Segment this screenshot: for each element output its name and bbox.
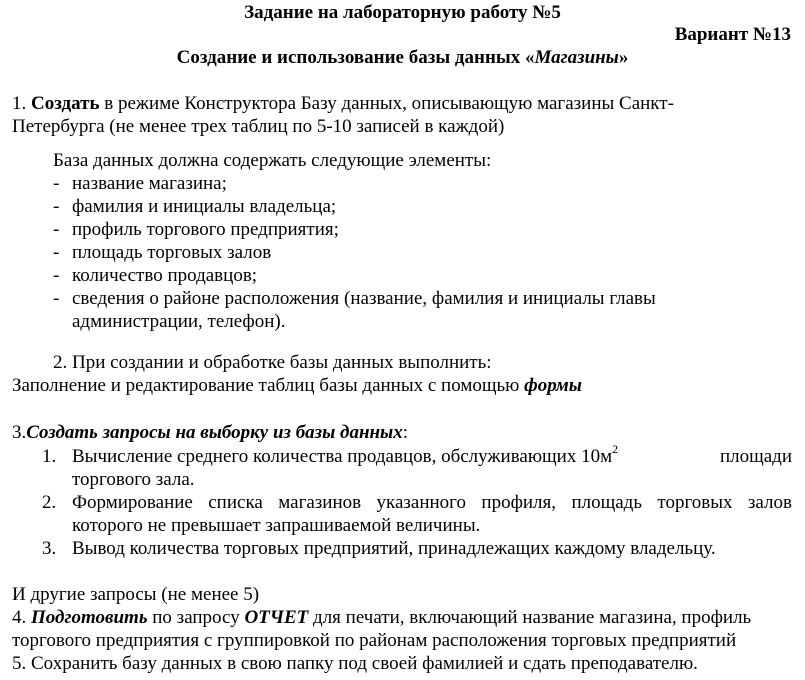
elements-intro: База данных должна содержать следующие элементы: — [53, 150, 492, 171]
task3-number: 3. — [12, 422, 27, 443]
document-subtitle — [0, 47, 805, 69]
element-text: количество продавцов; — [72, 265, 258, 286]
element-continuation: администрации, телефон). — [72, 311, 286, 332]
task4-verb: Подготовить — [31, 607, 148, 628]
subtitle-suffix: » — [618, 47, 629, 68]
query-text-main: Вычисление среднего количества продавцов, обслуживающих 10м — [72, 446, 613, 467]
task3-heading-text: Создать запросы на выборку из базы данных — [26, 422, 403, 443]
task1-line1 — [12, 93, 674, 115]
task3-heading — [12, 422, 408, 444]
query-line1 — [72, 441, 792, 468]
task4-mid: по запросу — [147, 607, 245, 628]
bullet-dash: - — [53, 265, 60, 286]
element-text: сведения о районе расположения (название, фамилия и инициалы главы — [72, 288, 656, 309]
task2-heading: 2. При создании и обработке базы данных выполнить: — [53, 352, 492, 373]
query-superscript: 2 — [612, 441, 619, 456]
task5-text: 5. Сохранить базу данных в свою папку под своей фамилией и сдать преподавателю. — [12, 653, 698, 674]
query-number: 1. — [42, 446, 57, 467]
query-text — [72, 441, 619, 468]
task1-verb: Создать — [31, 93, 100, 114]
subtitle-db-name: Магазины — [534, 47, 619, 68]
query-line2: которого не превышает запрашиваемой величины. — [72, 515, 481, 536]
bullet-dash: - — [53, 219, 60, 240]
document-title: Задание на лабораторную работу №5 — [244, 2, 561, 23]
element-text: профиль торгового предприятия; — [72, 219, 339, 240]
task4-line2: торгового предприятия с группировкой по районам расположения торговых предприятий — [12, 630, 737, 651]
bullet-dash: - — [53, 242, 60, 263]
task1-number: 1. — [12, 93, 31, 114]
task2-emph: формы — [524, 375, 582, 396]
task1-text-line1: в режиме Конструктора Базу данных, описывающую магазины Санкт- — [99, 93, 674, 114]
element-text: площадь торговых залов — [72, 242, 272, 263]
bullet-dash: - — [53, 288, 60, 309]
task4-line1-end: для печати, включающий название магазина, профиль — [308, 607, 752, 628]
variant-label: Вариант №13 — [674, 24, 791, 45]
task3-colon: : — [402, 422, 409, 443]
task4-line1 — [12, 607, 751, 629]
task4-number: 4. — [12, 607, 31, 628]
task4-report: ОТЧЕТ — [244, 607, 309, 628]
element-text: название магазина; — [72, 173, 227, 194]
query-line1: Формирование списка магазинов указанного профиля, площадь торговых залов — [72, 492, 792, 513]
query-line2: торгового зала. — [72, 469, 195, 490]
query-text-end: площади — [719, 446, 792, 467]
query-number: 2. — [42, 492, 57, 513]
element-text: фамилия и инициалы владельца; — [72, 196, 337, 217]
bullet-dash: - — [53, 196, 60, 217]
task2-text — [12, 375, 582, 397]
query-line1: Вывод количества торговых предприятий, принадлежащих каждому владельцу. — [72, 538, 716, 559]
task2-text-main: Заполнение и редактирование таблиц базы данных с помощью — [12, 375, 525, 396]
other-queries: И другие запросы (не менее 5) — [12, 584, 260, 605]
query-number: 3. — [42, 538, 57, 559]
task1-line2: Петербурга (не менее трех таблиц по 5-10 записей в каждой) — [12, 116, 505, 137]
bullet-dash: - — [53, 173, 60, 194]
subtitle-prefix: Создание и использование базы данных « — [176, 47, 535, 68]
